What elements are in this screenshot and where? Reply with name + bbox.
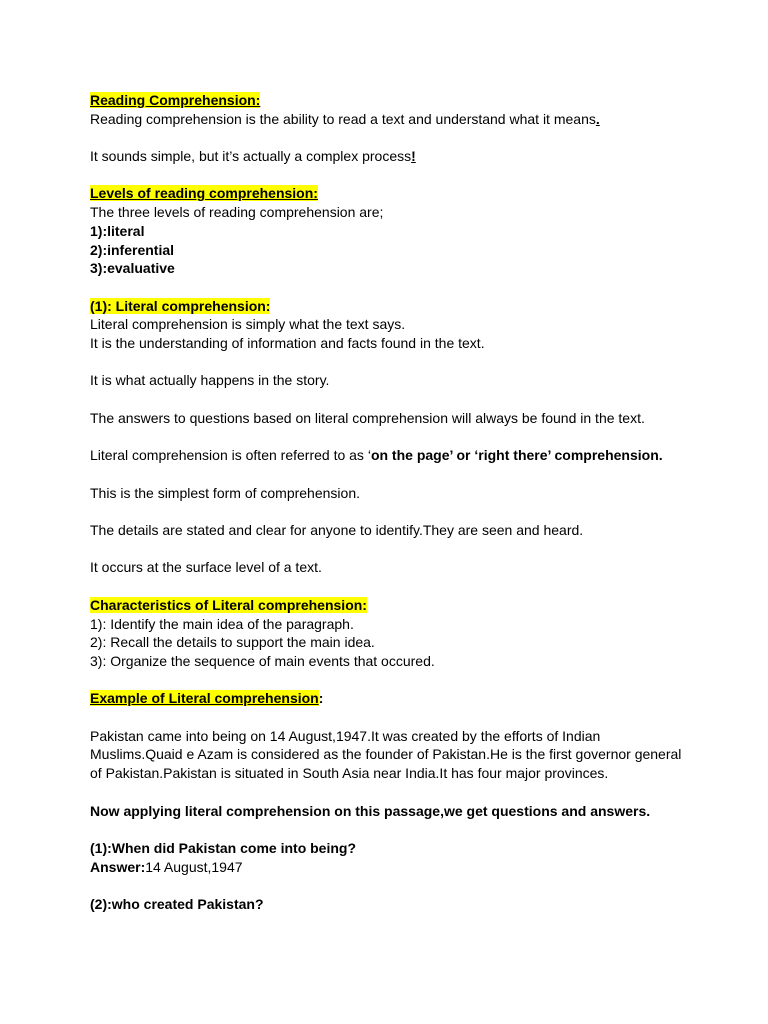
surface-line: It occurs at the surface level of a text. [90,559,322,576]
heading-reading-comprehension: Reading Comprehension: [90,92,261,108]
heading-example: Example of Literal comprehension: [90,690,324,707]
applying-line: Now applying literal comprehension on this passage,we get questions and answers. [90,802,651,819]
answer-1: Answer:14 August,1947 [90,858,243,875]
heading-characteristics: Characteristics of Literal comprehension: [90,596,367,613]
levels-intro: The three levels of reading comprehension are; [90,204,384,221]
question-1: (1):When did Pakistan come into being? [90,839,357,856]
literal-line-2: It is the understanding of information and facts found in the text. [90,335,485,352]
question-2: (2):who created Pakistan? [90,896,264,912]
level-item-evaluative: 3):evaluative [90,260,175,277]
passage-line-1: Pakistan came into being on 14 August,1947.It was created by the efforts of Indian [90,727,601,744]
level-item-literal: 1):literal [90,222,145,239]
characteristic-item-3: 3): Organize the sequence of main events that occured. [90,652,435,669]
story-line: It is what actually happens in the story. [90,372,330,389]
passage-line-3: of Pakistan.Pakistan is situated in South Asia near India.It has four major provinces. [90,765,609,782]
literal-line-1: Literal comprehension is simply what the text says. [90,316,406,333]
complex-process-paragraph: It sounds simple, but it’s actually a complex process! [90,148,416,165]
answers-line: The answers to questions based on literal comprehension will always be found in the text. [90,409,645,426]
passage-line-2: Muslims.Quaid e Azam is considered as the founder of Pakistan.He is the first governor general [90,746,682,763]
heading-levels: Levels of reading comprehension: [90,185,318,202]
referred-line: Literal comprehension is often referred to as ‘on the page’ or ‘right there’ comprehension. [90,447,663,464]
characteristic-item-1: 1): Identify the main idea of the paragraph. [90,615,354,632]
definition-paragraph: Reading comprehension is the ability to read a text and understand what it means. [90,110,600,127]
level-item-inferential: 2):inferential [90,241,175,258]
simplest-line: This is the simplest form of comprehension. [90,484,360,501]
heading-literal-comprehension: (1): Literal comprehension: [90,297,271,314]
details-line: The details are stated and clear for anyone to identify.They are seen and heard. [90,522,584,539]
document-page [90,91,710,914]
characteristic-item-2: 2): Recall the details to support the main idea. [90,634,375,651]
